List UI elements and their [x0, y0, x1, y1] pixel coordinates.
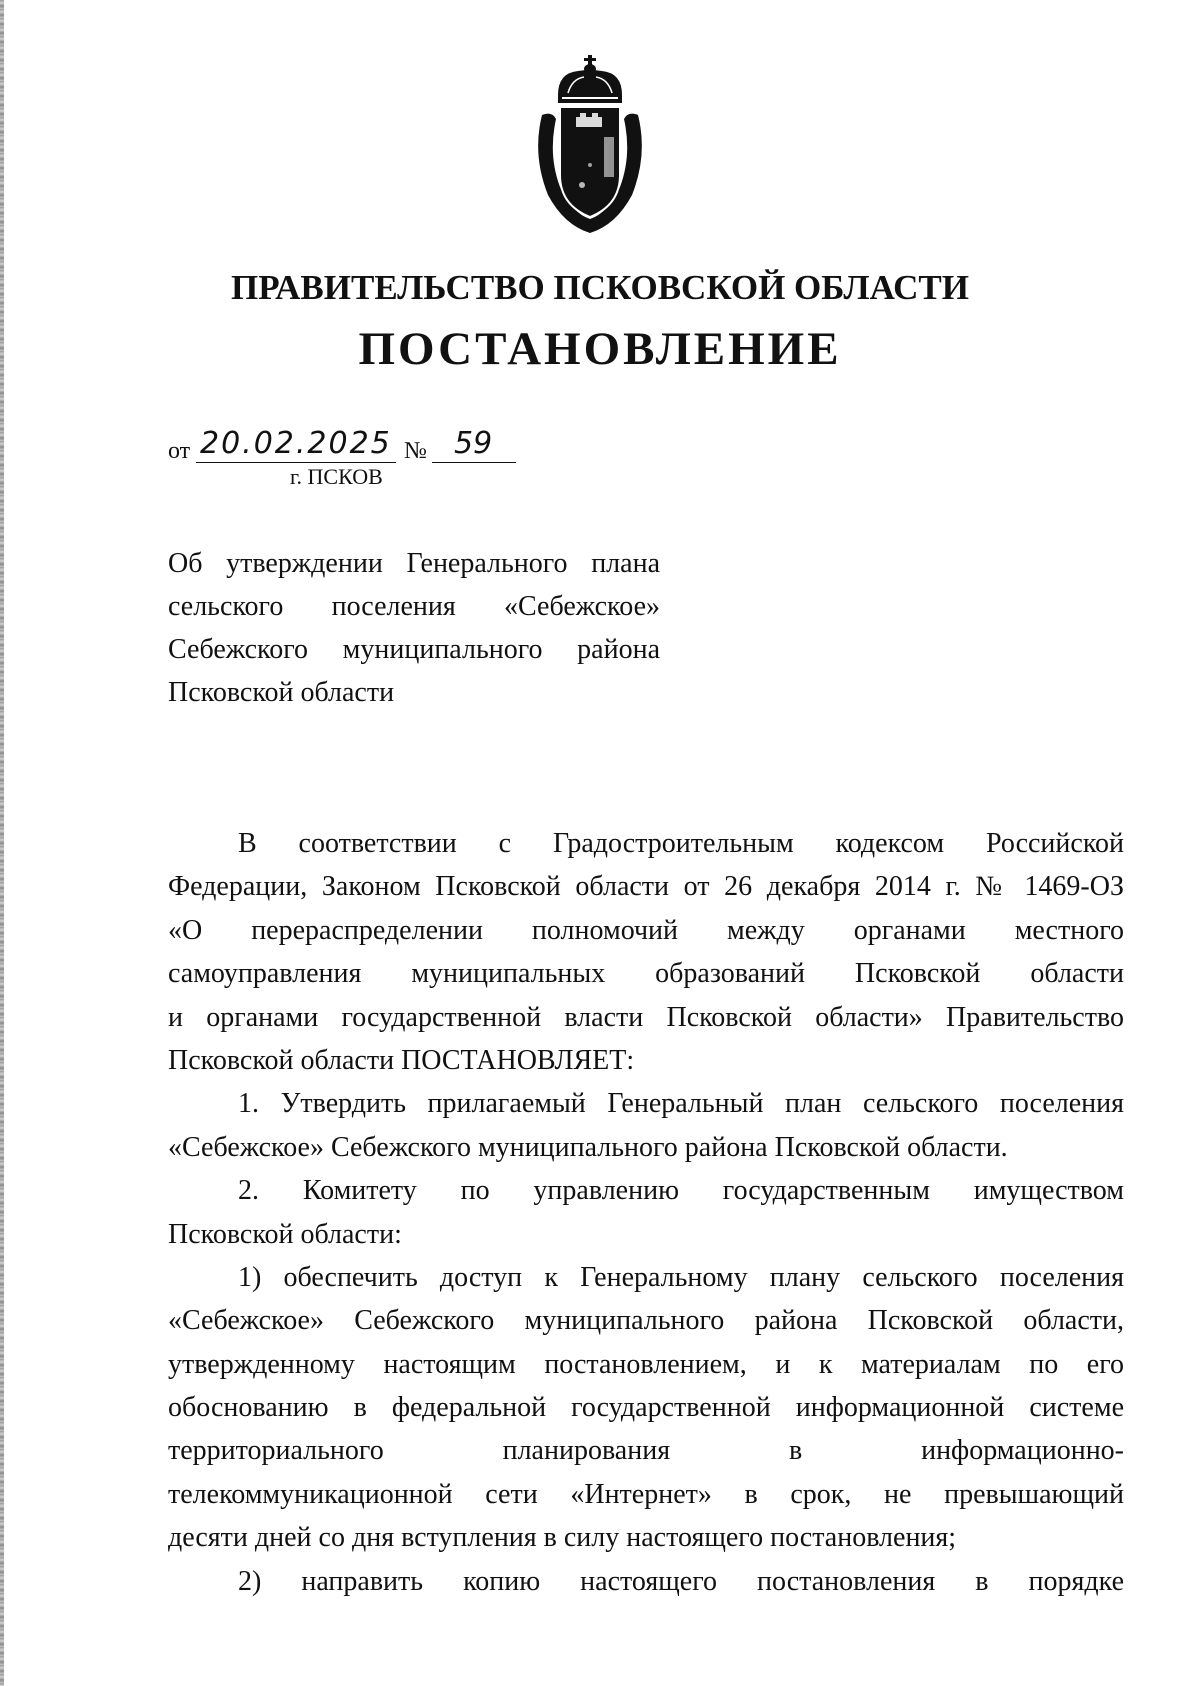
- body-line: и органами государственной власти Псковской области» Правительство: [168, 1001, 1124, 1033]
- document-city: г. ПСКОВ: [290, 464, 383, 489]
- body-line: территориального планирования в информационно-: [168, 1435, 1124, 1467]
- coat-of-arms-icon: [528, 55, 652, 235]
- body-line: В соответствии с Градостроительным кодексом Российской: [238, 828, 1124, 859]
- body-line: Федерации, Законом Псковской области от 26 декабря 2014 г. № 1469-ОЗ: [168, 871, 1124, 903]
- body-line: 1) обеспечить доступ к Генеральному плану сельского поселения: [238, 1261, 1124, 1293]
- body-line: десяти дней со дня вступления в силу настоящего постановления;: [168, 1522, 957, 1554]
- number-underline: [432, 462, 516, 463]
- document-type-title: ПОСТАНОВЛЕНИЕ: [358, 323, 842, 375]
- body-line: самоуправления муниципальных образований Псковской области: [168, 958, 1124, 990]
- body-line: 2) направить копию настоящего постановления в порядке: [238, 1565, 1124, 1597]
- document-number: 59: [454, 426, 493, 461]
- document-meta: [168, 426, 768, 466]
- body-line: утвержденному настоящим постановлением, и к материалам по его: [168, 1348, 1124, 1380]
- subject-line: сельского поселения «Себежское»: [168, 591, 660, 622]
- body-line: обоснованию в федеральной государственной информационной системе: [168, 1392, 1124, 1424]
- subject-line: Себежского муниципального района: [168, 634, 660, 665]
- body-line: «Себежское» Себежского муниципального района Псковской области.: [168, 1131, 1008, 1163]
- organization-name: ПРАВИТЕЛЬСТВО ПСКОВСКОЙ ОБЛАСТИ: [231, 268, 969, 307]
- body-line: «О перераспределении полномочий между органами местного: [168, 914, 1124, 946]
- body-line: телекоммуникационной сети «Интернет» в срок, не превышающий: [168, 1478, 1124, 1510]
- document-body: [168, 822, 1124, 1603]
- body-line: 2. Комитету по управлению государственным имуществом: [238, 1175, 1124, 1207]
- number-prefix: №: [404, 438, 427, 464]
- subject-line: Об утверждении Генерального плана: [168, 548, 660, 579]
- date-prefix: от: [168, 438, 191, 464]
- body-line: «Себежское» Себежского муниципального района Псковской области,: [168, 1305, 1124, 1337]
- subject-line: Псковской области: [168, 677, 395, 708]
- date-underline: [196, 462, 396, 463]
- body-line: 1. Утвердить прилагаемый Генеральный план сельского поселения: [238, 1088, 1124, 1120]
- document-date: 20.02.2025: [200, 426, 392, 461]
- document-subject: [168, 542, 660, 714]
- body-line: Псковской области ПОСТАНОВЛЯЕТ:: [168, 1044, 635, 1076]
- scan-edge: [0, 0, 4, 1686]
- body-line: Псковской области:: [168, 1218, 402, 1250]
- crown-icon: [558, 55, 622, 103]
